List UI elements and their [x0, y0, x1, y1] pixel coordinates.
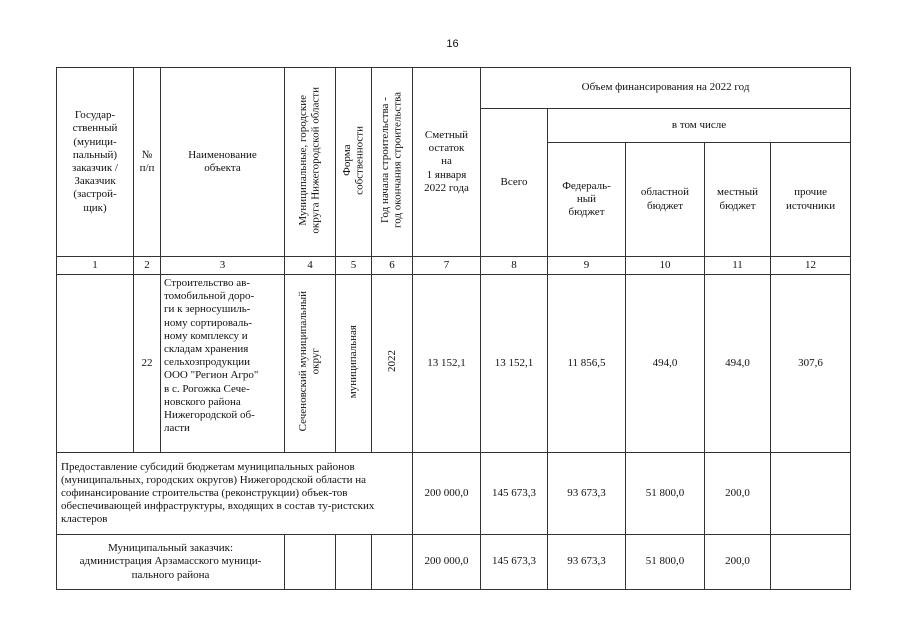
column-number: 4 — [285, 257, 336, 275]
column-number: 11 — [705, 257, 771, 275]
column-number: 9 — [548, 257, 626, 275]
header-ownership: Форма собственности — [340, 125, 366, 195]
object-municipality: Сеченовский муниципальный округ — [297, 291, 322, 432]
header-including: в том числе — [548, 109, 851, 143]
object-ownership-cell — [336, 275, 372, 453]
object-regional: 494,0 — [626, 275, 705, 453]
column-number: 5 — [336, 257, 372, 275]
subsidy-row — [57, 453, 851, 535]
customer-empty-cell — [372, 535, 413, 590]
customer-description: Муниципальный заказчик: администрация Арзамасского муници- пального района — [57, 535, 285, 590]
subsidy-other — [771, 453, 851, 535]
customer-federal: 93 673,3 — [548, 535, 626, 590]
column-number: 7 — [413, 257, 481, 275]
subsidy-federal: 93 673,3 — [548, 453, 626, 535]
object-federal: 11 856,5 — [548, 275, 626, 453]
customer-other — [771, 535, 851, 590]
subsidy-description: Предоставление субсидий бюджетам муниципальных районов (муниципальных, городских округов) Нижегородской области на софинансирование строительства (реконструкции) объек-тов обеспечивающей инфраструктуры, входящих в состав ту-ристских кластеров — [57, 453, 413, 535]
header-federal: Федераль- ный бюджет — [548, 143, 626, 257]
object-municipality-cell — [285, 275, 336, 453]
column-number: 6 — [372, 257, 413, 275]
subsidy-total: 145 673,3 — [481, 453, 548, 535]
column-number: 8 — [481, 257, 548, 275]
customer-estimate: 200 000,0 — [413, 535, 481, 590]
page-number: 16 — [446, 38, 459, 50]
customer-empty-cell — [285, 535, 336, 590]
customer-empty-cell — [336, 535, 372, 590]
header-ownership-cell — [336, 68, 372, 257]
object-total: 13 152,1 — [481, 275, 548, 453]
object-years-cell — [372, 275, 413, 453]
object-estimate: 13 152,1 — [413, 275, 481, 453]
customer-regional: 51 800,0 — [626, 535, 705, 590]
object-number: 22 — [134, 275, 161, 453]
header-total: Всего — [481, 109, 548, 257]
header-regional: областной бюджет — [626, 143, 705, 257]
object-years: 2022 — [385, 350, 398, 373]
object-customer — [57, 275, 134, 453]
object-row — [57, 275, 851, 453]
header-financing-title: Объем финансирования на 2022 год — [481, 68, 851, 109]
header-number: № п/п — [134, 68, 161, 257]
object-other: 307,6 — [771, 275, 851, 453]
column-numbers-row — [57, 257, 851, 275]
object-ownership: муниципальная — [347, 324, 360, 399]
header-years: Год начала строительства - год окончания строительства — [379, 91, 404, 228]
header-municipality-cell — [285, 68, 336, 257]
customer-row — [57, 535, 851, 590]
subsidy-estimate: 200 000,0 — [413, 453, 481, 535]
object-name: Строительство ав- томобильной доро- ги к зерносушиль- ному сортироваль- ному комплексу и складам хранения сельхозпродукции ООО "Регион Агро" в с. Рогожка Сече- новского района Нижегородской об- ласти — [161, 275, 285, 453]
header-customer: Государ- ственный (муници- пальный) заказчик / Заказчик (застрой- щик) — [57, 68, 134, 257]
header-row-1 — [57, 68, 851, 109]
column-number: 2 — [134, 257, 161, 275]
column-number: 12 — [771, 257, 851, 275]
header-estimate-remainder: Сметный остаток на 1 января 2022 года — [413, 68, 481, 257]
header-object-name: Наименование объекта — [161, 68, 285, 257]
header-municipality: Муниципальные, городские округа Нижегородской области — [297, 86, 322, 234]
customer-local: 200,0 — [705, 535, 771, 590]
column-number: 3 — [161, 257, 285, 275]
subsidy-local: 200,0 — [705, 453, 771, 535]
financing-table — [56, 67, 851, 590]
column-number: 10 — [626, 257, 705, 275]
header-local: местный бюджет — [705, 143, 771, 257]
column-number: 1 — [57, 257, 134, 275]
header-other: прочие источники — [771, 143, 851, 257]
customer-total: 145 673,3 — [481, 535, 548, 590]
subsidy-regional: 51 800,0 — [626, 453, 705, 535]
header-years-cell — [372, 68, 413, 257]
object-local: 494,0 — [705, 275, 771, 453]
